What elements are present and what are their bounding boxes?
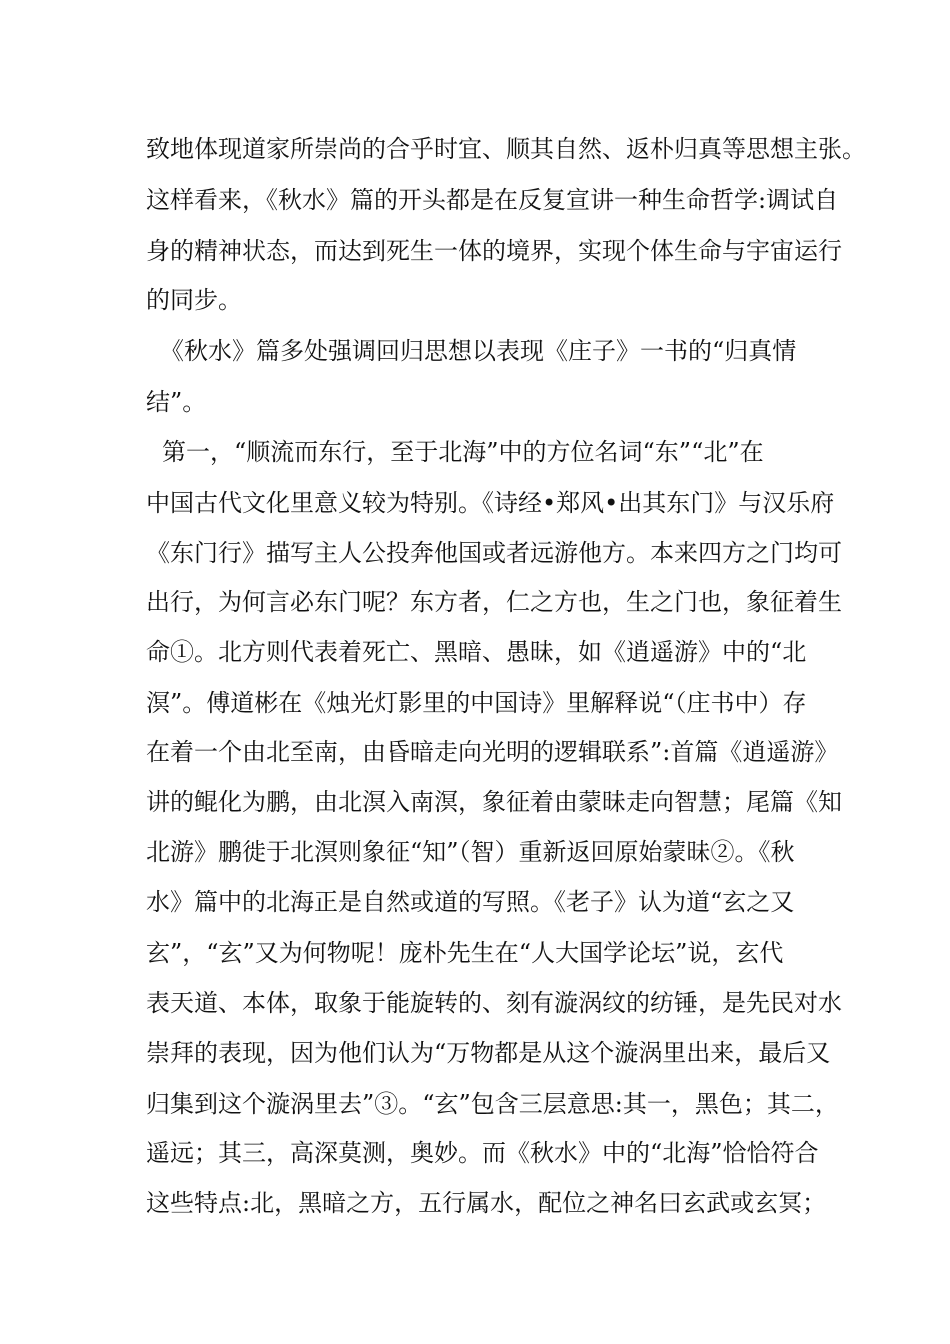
text-line: 溟”。傅道彬在《烛光灯影里的中国诗》里解释说“（庄书中）存	[146, 689, 807, 717]
text-line: 《东门行》描写主人公投奔他国或者远游他方。本来四方之门均可	[146, 539, 842, 567]
text-line: 命①。北方则代表着死亡、黑暗、愚昧，如《逍遥游》中的“北	[146, 638, 807, 666]
text-line: 出行，为何言必东门呢？东方者，仁之方也，生之门也，象征着生	[146, 588, 842, 616]
text-line: 身的精神状态，而达到死生一体的境界，实现个体生命与宇宙运行	[146, 237, 842, 265]
text-line: 致地体现道家所崇尚的合乎时宜、顺其自然、返朴归真等思想主张。	[146, 135, 866, 163]
text-line: 遥远；其三，高深莫测，奥妙。而《秋水》中的“北海”恰恰符合	[146, 1139, 819, 1167]
text-line: 在着一个由北至南，由昏暗走向光明的逻辑联系”:首篇《逍遥游》	[146, 738, 839, 766]
text-line: 中国古代文化里意义较为特别。《诗经•郑风•出其东门》与汉乐府	[146, 489, 835, 517]
text-line: 玄”，“玄”又为何物呢！庞朴先生在“人大国学论坛”说，玄代	[146, 939, 784, 967]
text-line: 北游》鹏徙于北溟则象征“知”（智）重新返回原始蒙昧②。《秋	[146, 838, 795, 866]
text-line: 这样看来，《秋水》篇的开头都是在反复宣讲一种生命哲学:调试自	[146, 186, 839, 214]
text-line: 讲的鲲化为鹏，由北溟入南溟，象征着由蒙昧走向智慧；尾篇《知	[146, 788, 842, 816]
text-line: 表天道、本体，取象于能旋转的、刻有漩涡纹的纺锤，是先民对水	[146, 989, 842, 1017]
text-line: 结”。	[146, 388, 207, 416]
text-line: 第一，“顺流而东行，至于北海”中的方位名词“东”“北”在	[162, 438, 764, 466]
text-line: 水》篇中的北海正是自然或道的写照。《老子》认为道“玄之又	[146, 888, 795, 916]
text-line: 崇拜的表现，因为他们认为“万物都是从这个漩涡里出来，最后又	[146, 1039, 831, 1067]
text-line: 这些特点:北，黑暗之方，五行属水，配位之神名曰玄武或玄冥；	[146, 1189, 827, 1217]
text-line: 归集到这个漩涡里去”③。“玄”包含三层意思:其一，黑色；其二，	[146, 1090, 839, 1118]
text-line: 《秋水》篇多处强调回归思想以表现《庄子》一书的“归真情	[160, 337, 797, 365]
text-line: 的同步。	[146, 286, 242, 314]
